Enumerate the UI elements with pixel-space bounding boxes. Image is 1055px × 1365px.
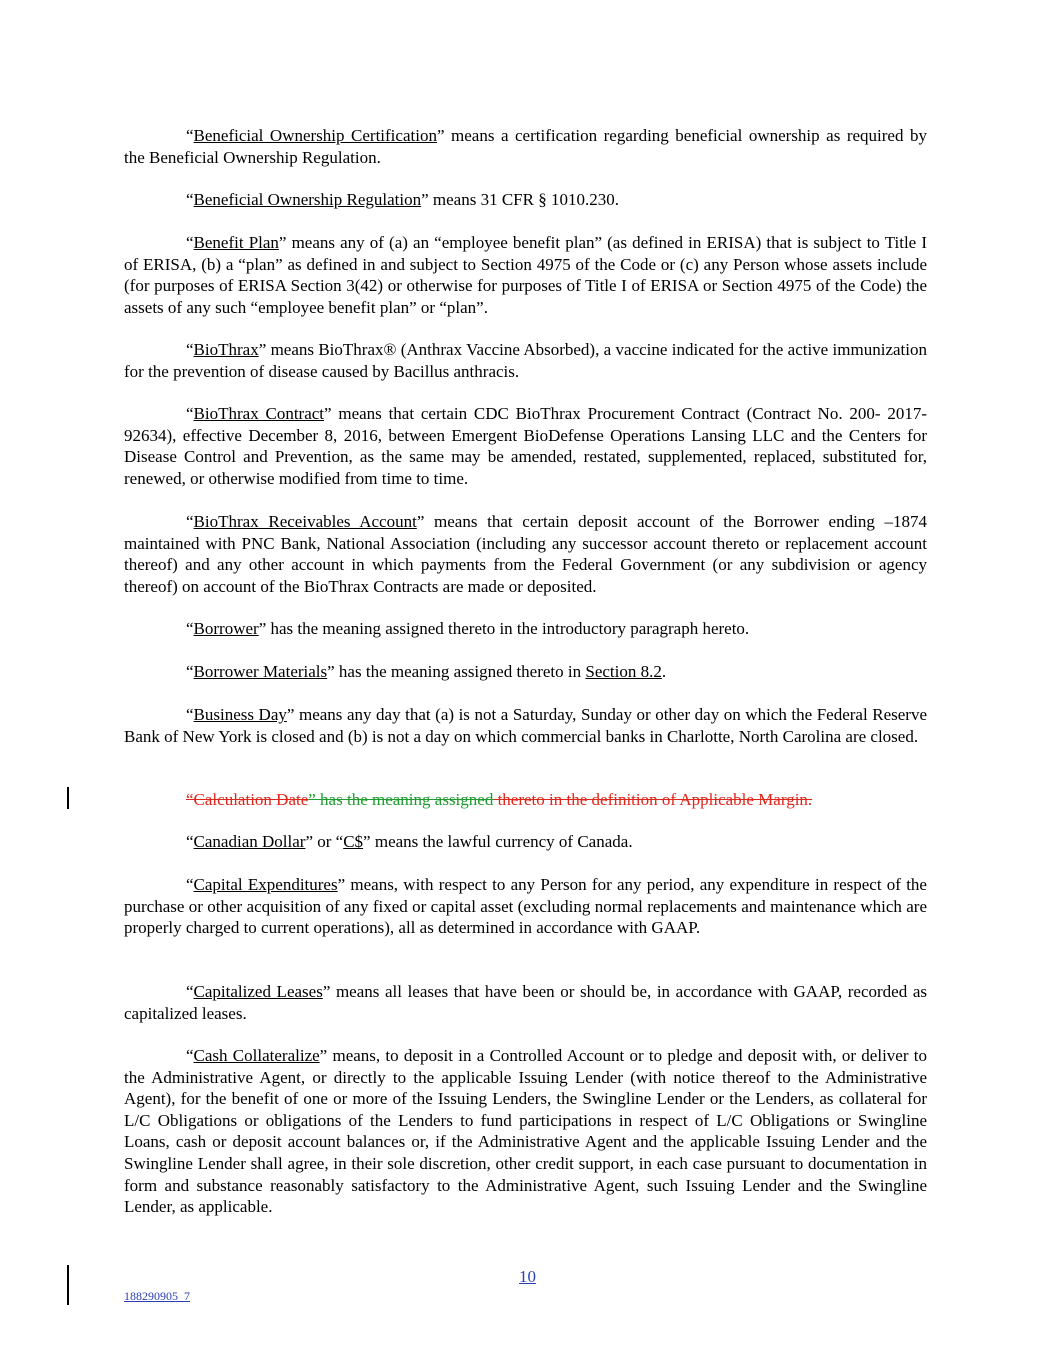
definition-borrower-materials: “Borrower Materials” has the meaning assigned thereto in Section 8.2. (186, 662, 667, 681)
definition-cash-collateralize: “Cash Collateralize” means, to deposit in a Controlled Account or to pledge and deposit with, or deliver to the Administrative Agent, or directly to the applicable Issuing Lender (with notice thereof to the Administrative Agent), for the benefit of one or more of the Issuing Lenders, the Swingline Lender or the Lenders, as collateral for L/C Obligations or obligations of the Lenders to fund participations in respect of L/C Obligations or Swingline Loans, cash or deposit account balances or, if the Administrative Agent and the applicable Issuing Lender and the Swingline Lender shall agree, in their sole discretion, other credit support, in each case pursuant to documentation in form and substance reasonably satisfactory to the Administrative Agent, such Issuing Lender and the Swingline Lender, as applicable. (124, 1046, 927, 1217)
defined-term: BioThrax Receivables Account (193, 512, 417, 531)
definition-biothrax-contract: “BioThrax Contract” means that certain CDC BioThrax Procurement Contract (Contract No. 200- 2017- 92634), effective December 8, 2016, between Emergent BioDefense Operations Lansing LLC and the Centers for Disease Control and Prevention, as the same may be amended, restated, supplemented, replaced, substituted for, renewed, or otherwise modified from time to time. (124, 404, 927, 488)
defined-term: Benefit Plan (193, 233, 279, 252)
definition-business-day: “Business Day” means any day that (a) is not a Saturday, Sunday or other day on which the Federal Reserve Bank of New York is closed and (b) is not a day on which commercial banks in Charlotte, North Carolina are closed. (124, 705, 927, 746)
section-reference: Section 8.2 (585, 662, 662, 681)
definition-beneficial-ownership-regulation: “Beneficial Ownership Regulation” means 31 CFR § 1010.230. (186, 190, 619, 209)
defined-term: Canadian Dollar (193, 832, 306, 851)
defined-term: Business Day (193, 705, 287, 724)
definition-biothrax-receivables-account: “BioThrax Receivables Account” means that certain deposit account of the Borrower ending –1874 maintained with PNC Bank, National Association (including any successor account thereto or replacement account thereof) and any other account in which payments from the Federal Government (or any subdivision or agency thereof) on account of the BioThrax Contracts are made or deposited. (124, 512, 927, 596)
defined-term: BioThrax Contract (193, 404, 325, 423)
defined-term: Cash Collateralize (193, 1046, 320, 1065)
change-bar (67, 787, 69, 809)
definition-biothrax: “BioThrax” means BioThrax® (Anthrax Vaccine Absorbed), a vaccine indicated for the active immunization for the prevention of disease caused by Bacillus anthracis. (124, 340, 927, 381)
defined-term: Borrower Materials (193, 662, 328, 681)
defined-term: Capitalized Leases (193, 982, 323, 1001)
document-id[interactable]: 188290905_7 (124, 1289, 190, 1303)
defined-term: Capital Expenditures (193, 875, 338, 894)
definition-benefit-plan: “Benefit Plan” means any of (a) an “employee benefit plan” (as defined in ERISA) that is subject to Title I of ERISA, (b) a “plan” as defined in and subject to Section 4975 of the Code or (c) any Person whose assets include (for purposes of ERISA Section 3(42) or otherwise for purposes of Title I of ERISA or Section 4975 of the Code) the assets of any such “employee benefit plan” or “plan”. (124, 233, 927, 317)
definition-capitalized-leases: “Capitalized Leases” means all leases that have been or should be, in accordance with GAAP, recorded as capitalized leases. (124, 982, 927, 1023)
definition-calculation-date-deleted (124, 789, 927, 811)
definition-canadian-dollar: “Canadian Dollar” or “C$” means the lawful currency of Canada. (186, 832, 633, 851)
definition-capital-expenditures: “Capital Expenditures” means, with respect to any Person for any period, any expenditure in respect of the purchase or other acquisition of any fixed or capital asset (excluding normal replacements and maintenance which are properly charged to current operations), all as determined in accordance with GAAP. (124, 875, 927, 938)
deleted-text: “Calculation Date (186, 790, 309, 809)
definition-borrower: “Borrower” has the meaning assigned thereto in the introductory paragraph hereto. (186, 619, 750, 638)
defined-term: Borrower (193, 619, 259, 638)
page-number[interactable]: 10 (519, 1267, 536, 1286)
deleted-text: thereto in the definition of Applicable Margin. (493, 790, 813, 809)
defined-term: Beneficial Ownership Regulation (193, 190, 422, 209)
definition-beneficial-ownership-certification: “Beneficial Ownership Certification” means a certification regarding beneficial ownership as required by the Beneficial Ownership Regulation. (124, 126, 927, 167)
deleted-text: ” has the meaning assigned (308, 790, 494, 809)
defined-term: C$ (343, 832, 364, 851)
defined-term: BioThrax (193, 340, 259, 359)
defined-term: Beneficial Ownership Certification (193, 126, 437, 145)
